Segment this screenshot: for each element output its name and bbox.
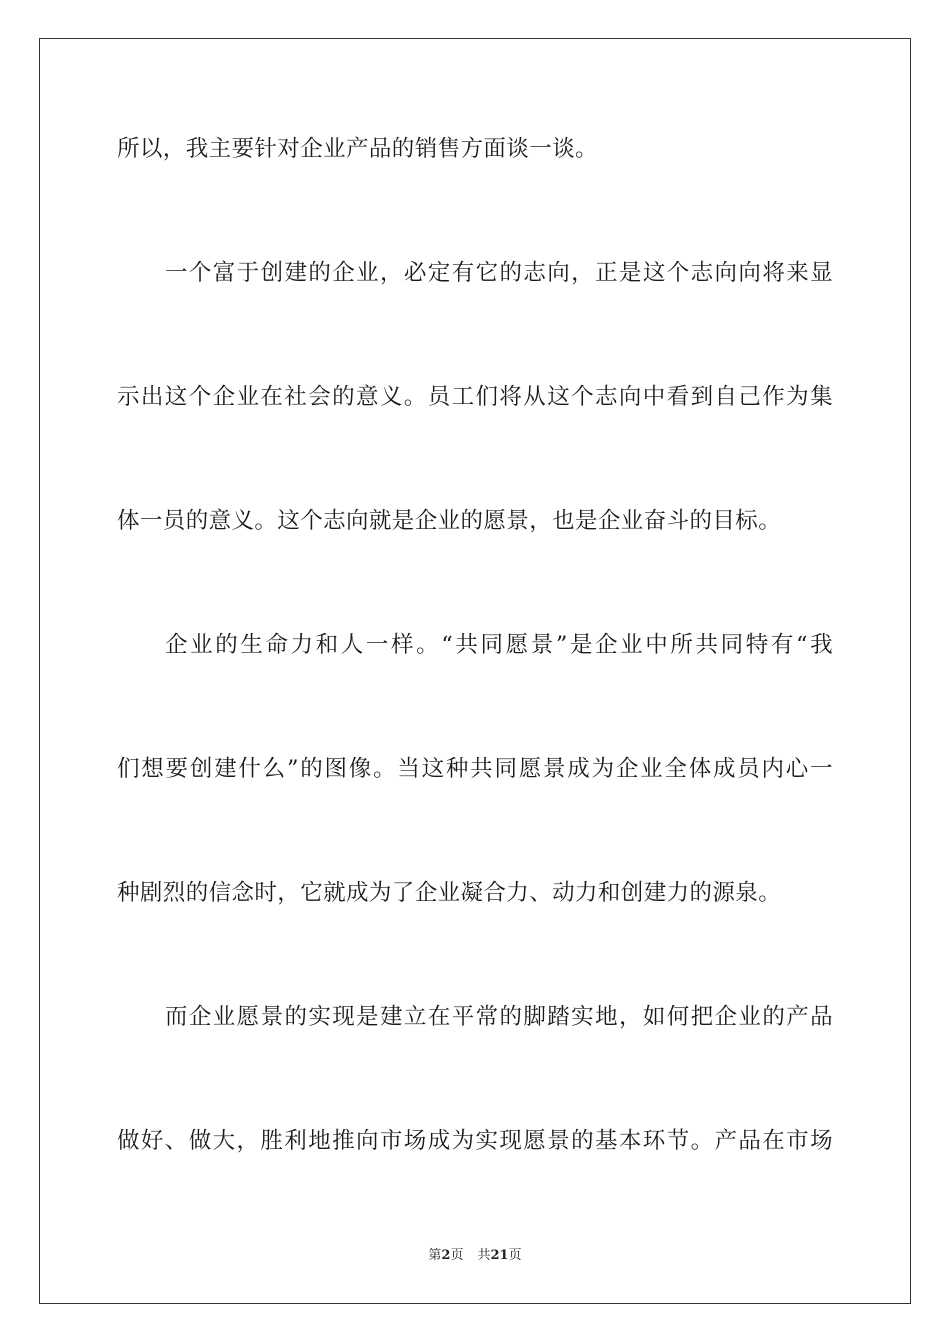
page-footer	[0, 1247, 950, 1265]
page-prefix: 第	[428, 1248, 442, 1263]
paragraph-line-7: 种剧烈的信念时，它就成为了企业凝合力、动力和创建力的源泉。	[117, 880, 782, 906]
page-suffix: 页	[450, 1248, 464, 1263]
paragraph-line-8: 而企业愿景的实现是建立在平常的脚踏实地，如何把企业的产品	[165, 1004, 833, 1030]
paragraph-line-9: 做好、做大，胜利地推向市场成为实现愿景的基本环节。产品在市场	[117, 1128, 833, 1154]
paragraph-line-2: 一个富于创建的企业，必定有它的志向，正是这个志向向将来显	[165, 260, 833, 286]
paragraph-line-3: 示出这个企业在社会的意义。员工们将从这个志向中看到自己作为集	[117, 384, 833, 410]
page-border	[39, 38, 911, 1304]
page-number: 2	[441, 1248, 451, 1263]
paragraph-line-1: 所以，我主要针对企业产品的销售方面谈一谈。	[117, 136, 598, 162]
total-suffix: 页	[508, 1248, 522, 1263]
paragraph-line-6: 们想要创建什么”的图像。当这种共同愿景成为企业全体成员内心一	[117, 756, 833, 782]
paragraph-line-4: 体一员的意义。这个志向就是企业的愿景，也是企业奋斗的目标。	[117, 508, 782, 534]
total-prefix: 共	[477, 1248, 491, 1263]
total-pages: 21	[490, 1248, 509, 1263]
paragraph-line-5: 企业的生命力和人一样。“共同愿景”是企业中所共同特有“我	[165, 632, 833, 658]
